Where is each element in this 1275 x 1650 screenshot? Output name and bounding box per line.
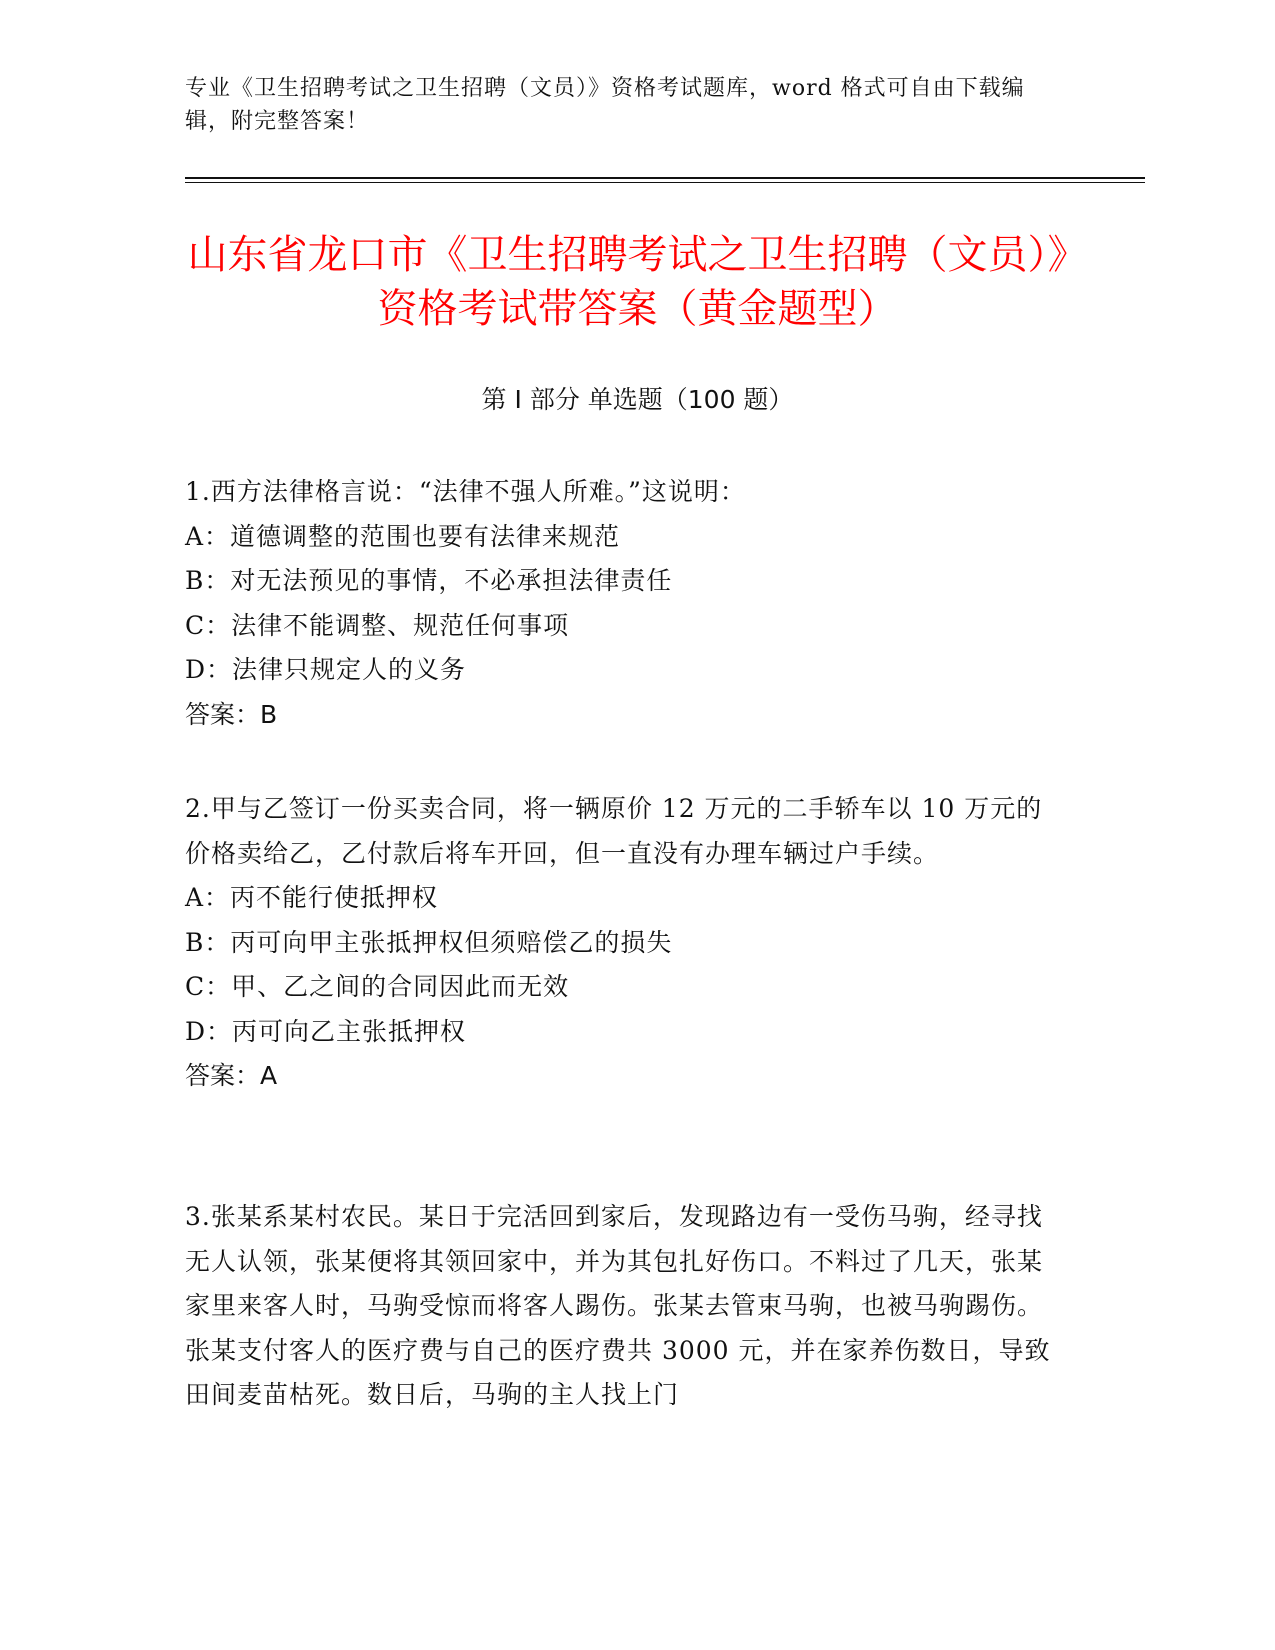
question-stem: 2.甲与乙签订一份买卖合同，将一辆原价 12 万元的二手轿车以 10 万元的价格卖给乙，乙付款后将车开回，但一直没有办理车辆过户手续。 — [185, 794, 1043, 868]
answer-label: 答案：A — [185, 1061, 278, 1090]
option-c: C：甲、乙之间的合同因此而无效 — [185, 972, 570, 1001]
header-divider-thick — [185, 177, 1145, 179]
option-b: B：对无法预见的事情，不必承担法律责任 — [185, 566, 673, 595]
option-d: D：丙可向乙主张抵押权 — [185, 1016, 467, 1046]
document-title: 山东省龙口市《卫生招聘考试之卫生招聘（文员）》资格考试带答案（黄金题型） — [187, 232, 1088, 332]
option-a: A：道德调整的范围也要有法律来规范 — [185, 521, 621, 551]
header-note: 专业《卫生招聘考试之卫生招聘（文员）》资格考试题库，word 格式可自由下载编辑，附完整答案！ — [185, 76, 1025, 134]
header-divider-thin — [185, 182, 1145, 183]
option-a: A：丙不能行使抵押权 — [185, 883, 439, 912]
option-c: C：法律不能调整、规范任何事项 — [185, 610, 570, 640]
option-b: B：丙可向甲主张抵押权但须赔偿乙的损失 — [185, 927, 673, 957]
question-1 — [185, 470, 1065, 737]
question-2 — [185, 787, 1065, 1099]
question-stem: 3.张某系某村农民。某日于完活回到家后，发现路边有一受伤马驹，经寻找无人认领，张某便将其领回家中，并为其包扎好伤口。不料过了几天，张某家里来客人时，马驹受惊而将客人踢伤。张某去管束马驹，也被马驹踢伤。张某支付客人的医疗费与自己的医疗费共 3000 元，并在家养伤数日，导致田间麦苗枯死。数日后，马驹的主人找上门 — [185, 1202, 1051, 1409]
option-d: D：法律只规定人的义务 — [185, 655, 467, 684]
section-heading: 第 I 部分 单选题（100 题） — [481, 385, 794, 414]
question-3 — [185, 1195, 1065, 1418]
question-stem: 1.西方法律格言说：“法律不强人所难。”这说明： — [185, 477, 746, 506]
answer-label: 答案：B — [185, 699, 278, 729]
